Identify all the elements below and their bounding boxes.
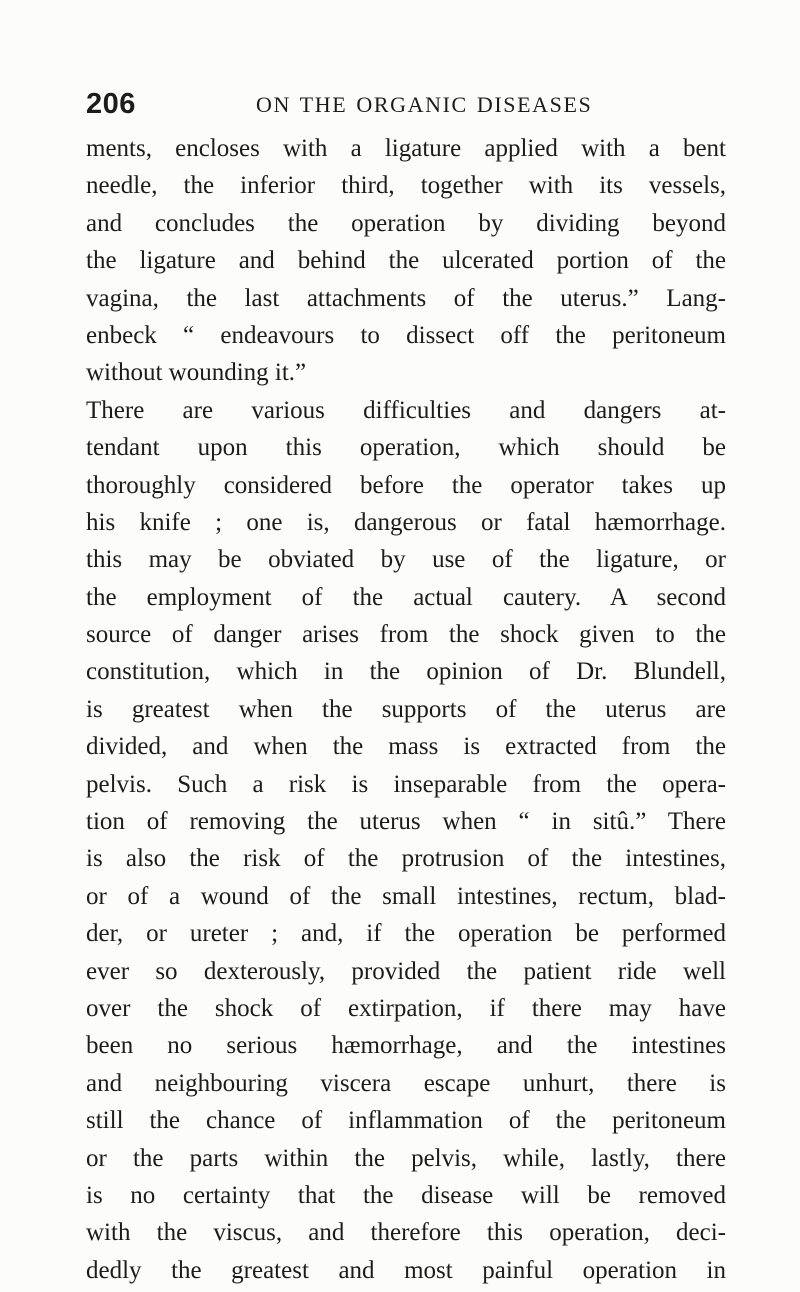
text-line: the employment of the actual cautery. A second <box>86 583 726 611</box>
text-line: or the parts within the pelvis, while, lastly, there <box>86 1144 726 1172</box>
text-line: constitution, which in the opinion of Dr. Blundell, <box>86 658 726 686</box>
text-line: vagina, the last attachments of the uterus.” Lang- <box>86 284 726 312</box>
text-line: ments, encloses with a ligature applied with a bent <box>86 135 726 162</box>
running-title: ON THE ORGANIC DISEASES <box>256 92 593 117</box>
text-line: enbeck “ endeavours to dissect off the peritoneum <box>86 321 726 349</box>
text-line: this may be obviated by use of the ligature, or <box>86 546 726 574</box>
page-number: 206 <box>86 88 136 120</box>
text-line: and concludes the operation by dividing beyond <box>86 209 726 237</box>
text-line: tion of removing the uterus when “ in sitû.” There <box>86 808 726 836</box>
text-line: been no serious hæmorrhage, and the intestines <box>86 1032 726 1060</box>
text-line: or of a wound of the small intestines, rectum, blad- <box>86 882 726 910</box>
text-line: with the viscus, and therefore this operation, deci- <box>86 1219 726 1247</box>
text-line: pelvis. Such a risk is inseparable from the opera- <box>86 770 726 798</box>
text-line: the ligature and behind the ulcerated portion of the <box>86 247 726 275</box>
text-line: is also the risk of the protrusion of the intestines, <box>86 845 726 873</box>
text-line: still the chance of inflammation of the peritoneum <box>86 1107 726 1135</box>
body-text <box>86 130 726 1289</box>
text-line: is no certainty that the disease will be removed <box>86 1181 726 1209</box>
text-line: dedly the greatest and most painful operation in <box>86 1256 726 1284</box>
running-head <box>86 86 726 122</box>
text-line: divided, and when the mass is extracted from the <box>86 733 726 761</box>
text-line: and neighbouring viscera escape unhurt, there is <box>86 1069 726 1097</box>
text-line: There are various difficulties and dangers at- <box>86 396 726 424</box>
text-line: thoroughly considered before the operator takes up <box>86 471 726 499</box>
text-line: over the shock of extirpation, if there may have <box>86 994 726 1022</box>
text-line: his knife ; one is, dangerous or fatal hæmorrhage. <box>86 508 726 536</box>
text-line: source of danger arises from the shock given to the <box>86 621 726 649</box>
text-line: needle, the inferior third, together with its vessels, <box>86 172 726 200</box>
text-line: without wounding it.” <box>86 359 307 387</box>
text-line: ever so dexterously, provided the patient ride well <box>86 957 726 985</box>
text-line: is greatest when the supports of the uterus are <box>86 695 726 723</box>
text-line: tendant upon this operation, which should be <box>86 434 726 462</box>
text-line: der, or ureter ; and, if the operation be performed <box>86 920 726 948</box>
